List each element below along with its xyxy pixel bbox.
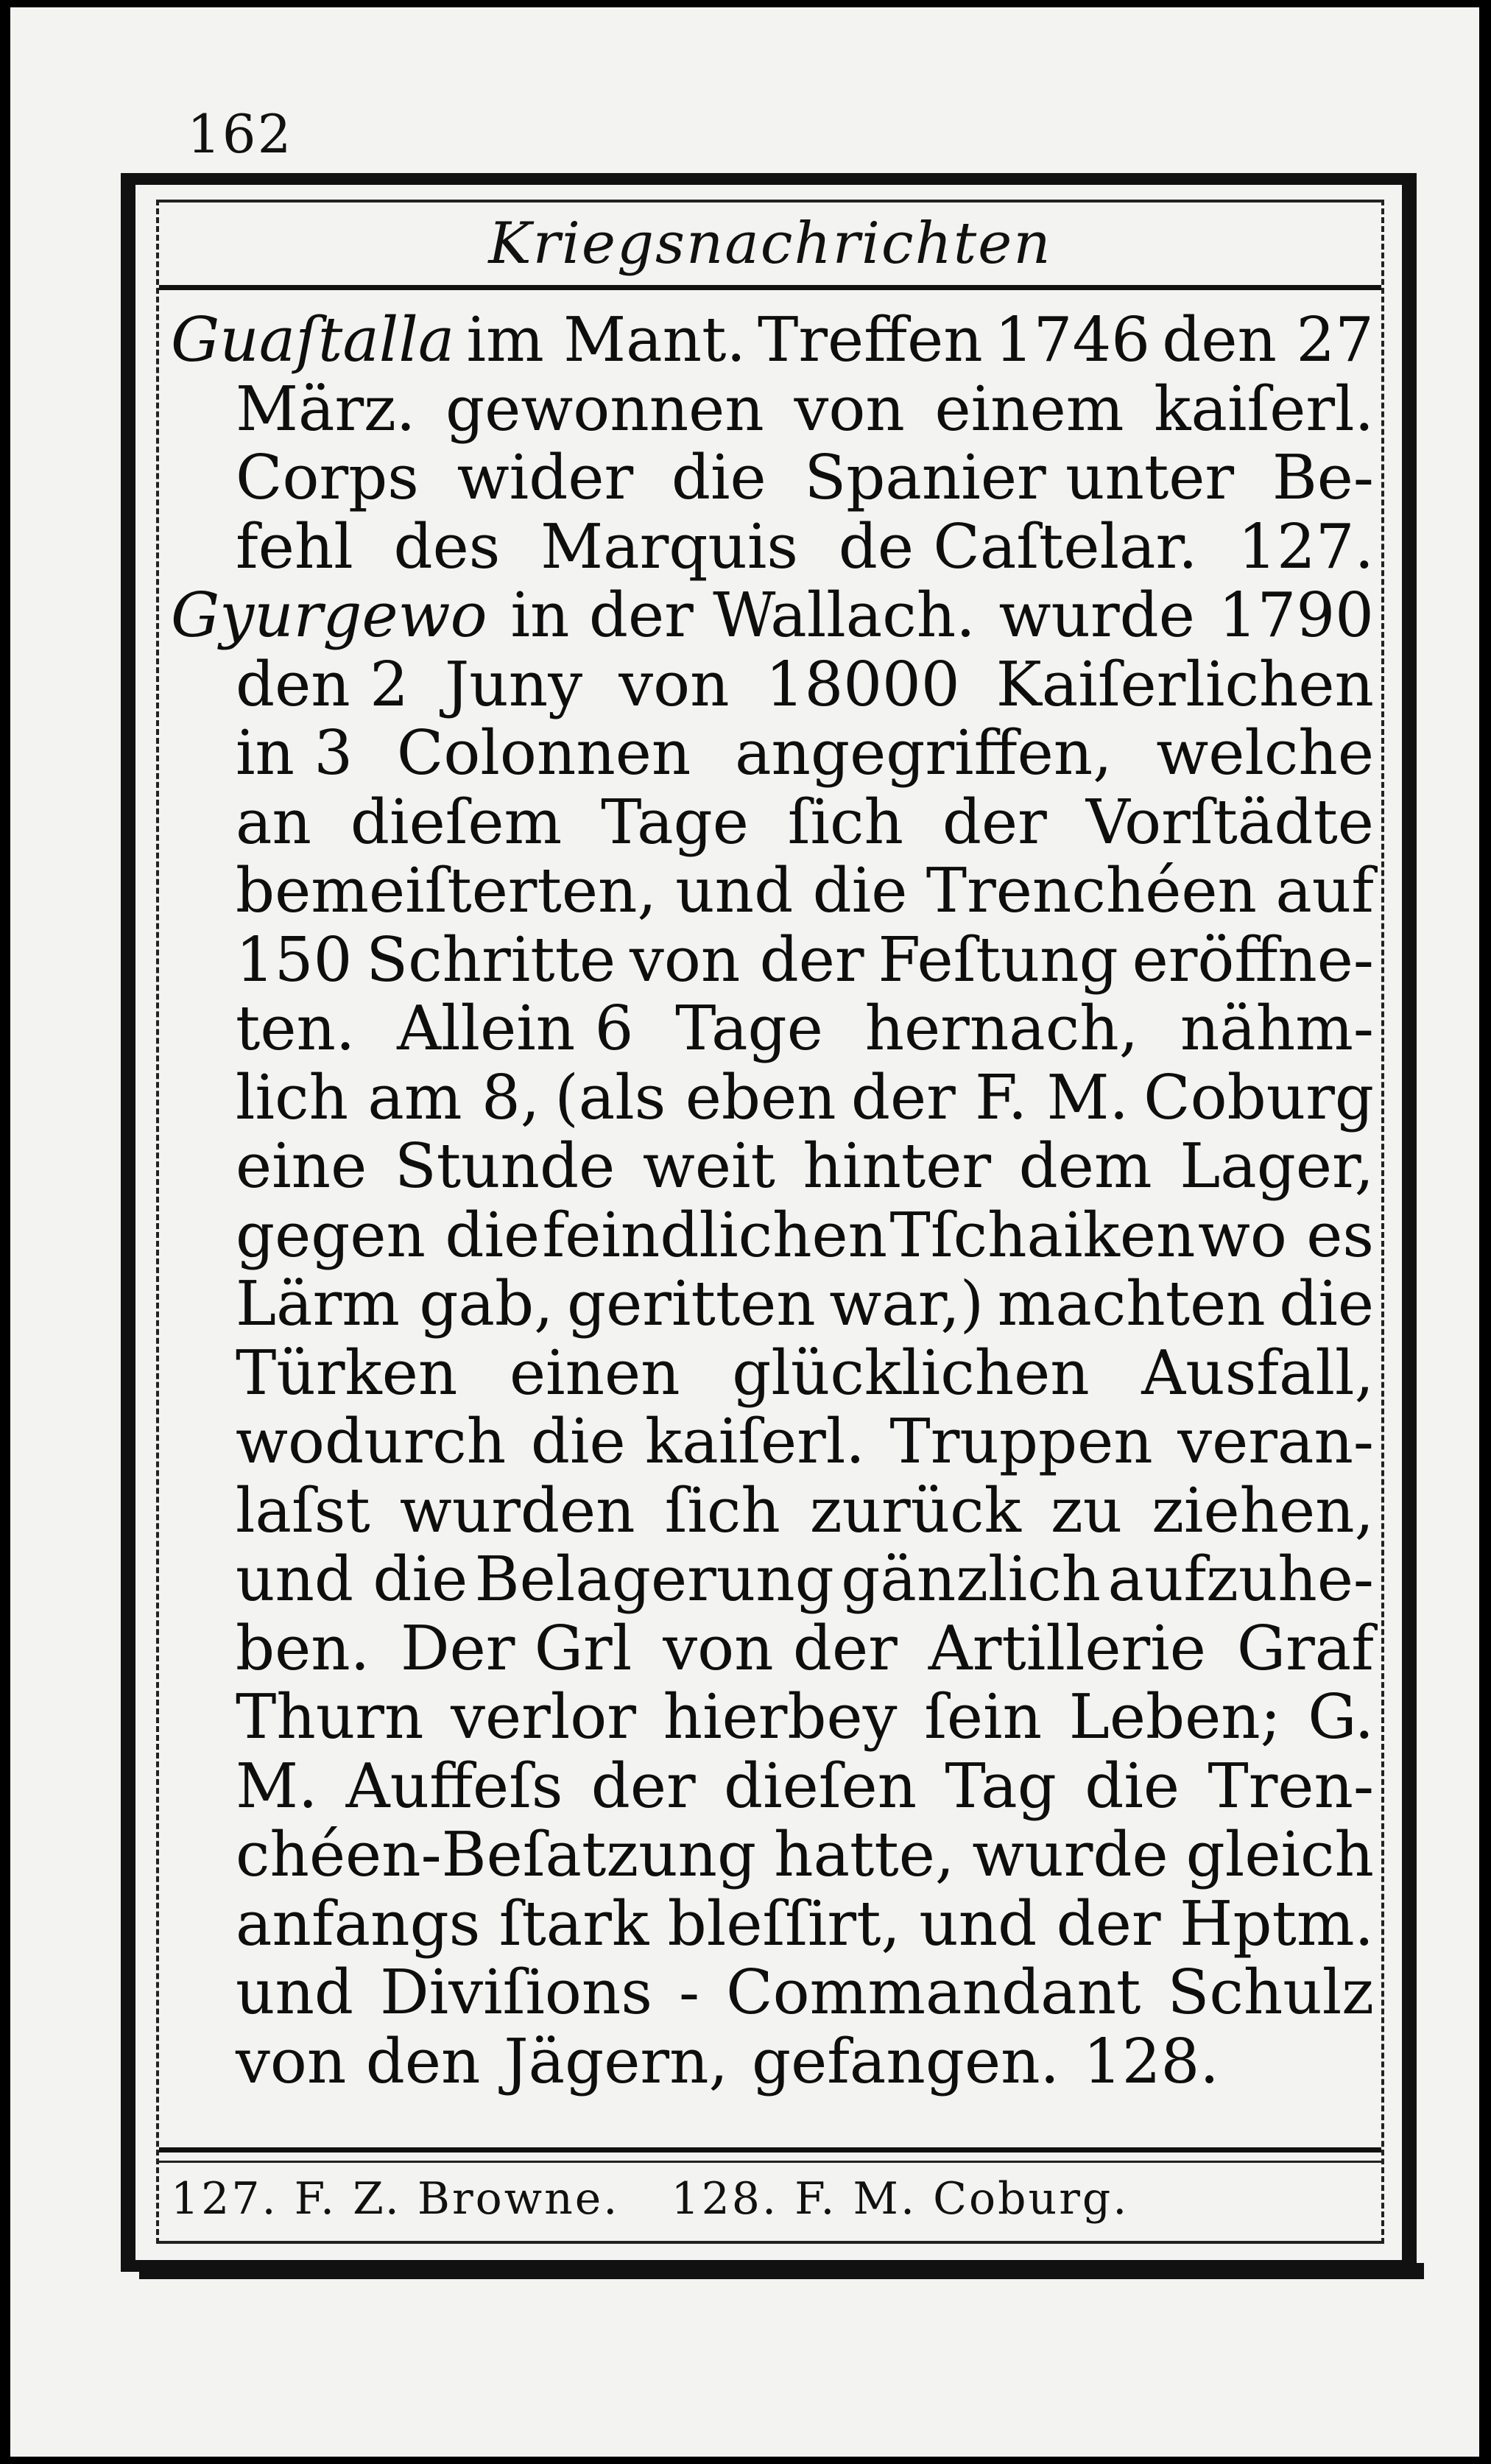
entry-guastalla-line [171, 510, 1374, 582]
page-border-inner [156, 200, 1384, 2244]
word: und [236, 1957, 354, 2028]
footnote-128: 128. F. M. Coburg. [671, 2173, 1129, 2225]
word: Türken [236, 1337, 458, 1409]
footnotes [171, 2173, 1164, 2225]
running-header [159, 203, 1381, 290]
word: aufzuhe- [1107, 1543, 1374, 1615]
word: ſtark [498, 1887, 649, 1960]
word: Colonnen [396, 717, 691, 789]
entry-gyurgewo-line [171, 1683, 1374, 1752]
word: einen [509, 1337, 680, 1409]
word: Marquis [540, 510, 798, 582]
word: verlor [451, 1681, 636, 1753]
entry-gyurgewo-line [171, 1339, 1374, 1408]
word: Allein 6 [397, 993, 634, 1064]
word: Commandant [726, 1957, 1141, 2028]
entry-gyurgewo-line [171, 2027, 1374, 2097]
entry-gyurgewo-line [171, 1887, 1374, 1960]
word: ſich [787, 786, 903, 858]
word: den 27 [1162, 304, 1374, 376]
word: Graf [1236, 1612, 1374, 1684]
word: lich am 8, [236, 1061, 540, 1133]
footnote-127: 127. F. Z. Browne. [171, 2173, 620, 2225]
word: und der [919, 1887, 1161, 1960]
word: bleſſirt, [667, 1887, 900, 1960]
entry-gyurgewo-line [171, 1132, 1374, 1201]
word: der F. M. [850, 1061, 1129, 1133]
word: der [591, 1750, 696, 1822]
entry-gyurgewo-line [171, 1752, 1374, 1821]
word: geritten [567, 1268, 816, 1340]
word: von der [629, 923, 864, 996]
word: ziehen, [1152, 1474, 1374, 1546]
word: 127. [1238, 510, 1374, 582]
word: wodurch [236, 1406, 507, 1477]
word: ten. [236, 993, 356, 1064]
word: 18000 [765, 648, 960, 720]
word: die [1085, 1750, 1180, 1822]
word: Jägern, [504, 2025, 728, 2097]
entry-gyurgewo-line [171, 923, 1374, 996]
word: die kaiſerl. [530, 1406, 865, 1477]
word: von [618, 648, 730, 720]
entry-gyurgewo-line [171, 1958, 1374, 2027]
entry-gyurgewo-line [171, 994, 1374, 1063]
word: Leben; [1068, 1681, 1281, 1753]
word: die [671, 442, 766, 513]
word: Thurn [236, 1681, 424, 1753]
word: Coburg [1143, 1061, 1374, 1133]
word: M. [236, 1750, 318, 1822]
entry-gyurgewo-line [171, 1270, 1374, 1339]
word: Corps [236, 442, 419, 513]
entry-guastalla-line [171, 443, 1374, 513]
word: weit [642, 1130, 775, 1202]
entry-gyurgewo-line [171, 1476, 1374, 1546]
word: Tſchaiken [889, 1199, 1196, 1271]
word: in der Wallach. [510, 580, 976, 651]
word: in 3 [236, 717, 353, 789]
word: feindlichen [542, 1199, 888, 1271]
word: 1746 [994, 304, 1151, 376]
page-border-outer [121, 173, 1417, 2272]
word: Lärm gab, [236, 1268, 554, 1340]
word: dieſen [724, 1750, 917, 1822]
word: auf [1275, 855, 1374, 926]
word: dem [1018, 1130, 1152, 1202]
word: (als eben [554, 1061, 836, 1133]
entry-gyurgewo-line [171, 650, 1374, 719]
word: glücklichen [732, 1337, 1090, 1409]
place-name: Gyurgewo [171, 580, 487, 651]
word: Diviſions [380, 1957, 652, 2028]
word: G. [1308, 1681, 1374, 1753]
word: der [942, 786, 1047, 858]
entry-text-block [171, 306, 1374, 2096]
place-name: Guaſtalla [171, 304, 455, 376]
word: welche [1156, 717, 1374, 789]
word: fehl [236, 510, 353, 582]
word: Kaiſerlichen [995, 648, 1374, 720]
entry-gyurgewo-line [171, 1614, 1374, 1683]
word: angegriffen, [735, 717, 1113, 789]
word: hernach, [864, 993, 1139, 1064]
entry-guastalla-line [171, 375, 1374, 444]
word: Juny [445, 648, 583, 720]
entry-gyurgewo-line [171, 1545, 1374, 1614]
word: März. [236, 373, 416, 445]
word: Auffeſs [345, 1750, 563, 1822]
word: anfangs [236, 1887, 481, 1960]
word: wurde [972, 1819, 1169, 1890]
word: laſst [236, 1474, 370, 1546]
page-number: 162 [187, 103, 293, 165]
word: und die [675, 855, 908, 926]
word: 1790 [1218, 580, 1374, 651]
entry-gyurgewo-line [171, 719, 1374, 788]
word: zu [1050, 1474, 1123, 1546]
word: machten [997, 1268, 1266, 1340]
word: wurde [998, 580, 1195, 651]
word: gefangen. [751, 2025, 1060, 2097]
entry-guastalla-line [171, 306, 1374, 375]
word: Tage [675, 993, 823, 1064]
word: war,) [829, 1268, 984, 1340]
page-header-title: Kriegsnachrichten [488, 211, 1052, 277]
word: Feſtung [878, 923, 1118, 996]
book-page [10, 7, 1479, 2457]
bottom-rule [139, 2263, 1424, 2279]
word: Schulz [1167, 1957, 1374, 2028]
word: einem [934, 373, 1124, 445]
word: Lager, [1180, 1130, 1374, 1202]
word: Ausfall, [1141, 1337, 1374, 1409]
word: gegen die [236, 1199, 540, 1271]
word: eine [236, 1130, 367, 1202]
entry-gyurgewo-line [171, 856, 1374, 926]
word: Truppen [889, 1406, 1153, 1477]
word: veran- [1177, 1406, 1374, 1477]
footnote-divider [159, 2147, 1381, 2153]
word: Vorſtädte [1085, 786, 1374, 858]
word: von der [663, 1612, 898, 1684]
entry-gyurgewo-line [171, 1820, 1374, 1890]
word: 128. [1082, 2025, 1219, 2097]
word: Hptm. [1179, 1887, 1374, 1960]
word: kaiſerl. [1154, 373, 1374, 445]
entry-gyurgewo-line [171, 1201, 1374, 1270]
word: ſein [924, 1681, 1043, 1753]
word: Tren- [1208, 1750, 1374, 1822]
word: Artillerie [928, 1612, 1206, 1684]
word: 150 [236, 923, 353, 996]
word: hierbey [663, 1681, 898, 1753]
word: dieſem [350, 786, 563, 858]
word: - [679, 1957, 700, 2028]
word: Belagerung [474, 1543, 834, 1615]
word: Der Grl [401, 1612, 632, 1684]
word: chéen-Beſatzung [236, 1819, 757, 1890]
word: und die [236, 1543, 468, 1615]
word: Tage [601, 786, 749, 858]
word: wider [457, 442, 634, 513]
word: von [794, 373, 905, 445]
entry-gyurgewo-line [171, 581, 1374, 650]
word: des [393, 510, 501, 582]
word: gleich [1185, 1819, 1374, 1890]
word: zurück [809, 1474, 1021, 1546]
word: wo es [1197, 1199, 1374, 1271]
word: Schritte [366, 923, 616, 996]
word: von den [236, 2025, 481, 2097]
word: hinter [803, 1130, 992, 1202]
word: nähm- [1180, 993, 1374, 1064]
word: an [236, 786, 311, 858]
word: im Mant. [466, 304, 746, 376]
word: gänzlich [841, 1543, 1101, 1615]
word: bemeiſterten, [236, 855, 657, 926]
word: Stunde [394, 1130, 616, 1202]
word: ben. [236, 1612, 370, 1684]
word: eröffne- [1132, 923, 1374, 996]
word: den 2 [236, 648, 409, 720]
word: gewonnen [445, 373, 764, 445]
word: de Caſtelar. [838, 510, 1198, 582]
word: Spanier unter [804, 442, 1235, 513]
entry-gyurgewo-line [171, 788, 1374, 857]
entry-gyurgewo-line [171, 1063, 1374, 1133]
word: hatte, [774, 1819, 955, 1890]
footnote-divider-thin [159, 2161, 1381, 2163]
word: Tag [945, 1750, 1057, 1822]
word: wurden [399, 1474, 635, 1546]
word: ſich [664, 1474, 780, 1546]
word: Treffen [757, 304, 983, 376]
word: die [1279, 1268, 1374, 1340]
entry-gyurgewo-line [171, 1407, 1374, 1476]
word: Be- [1272, 442, 1374, 513]
word: Trenchéen [926, 855, 1257, 926]
